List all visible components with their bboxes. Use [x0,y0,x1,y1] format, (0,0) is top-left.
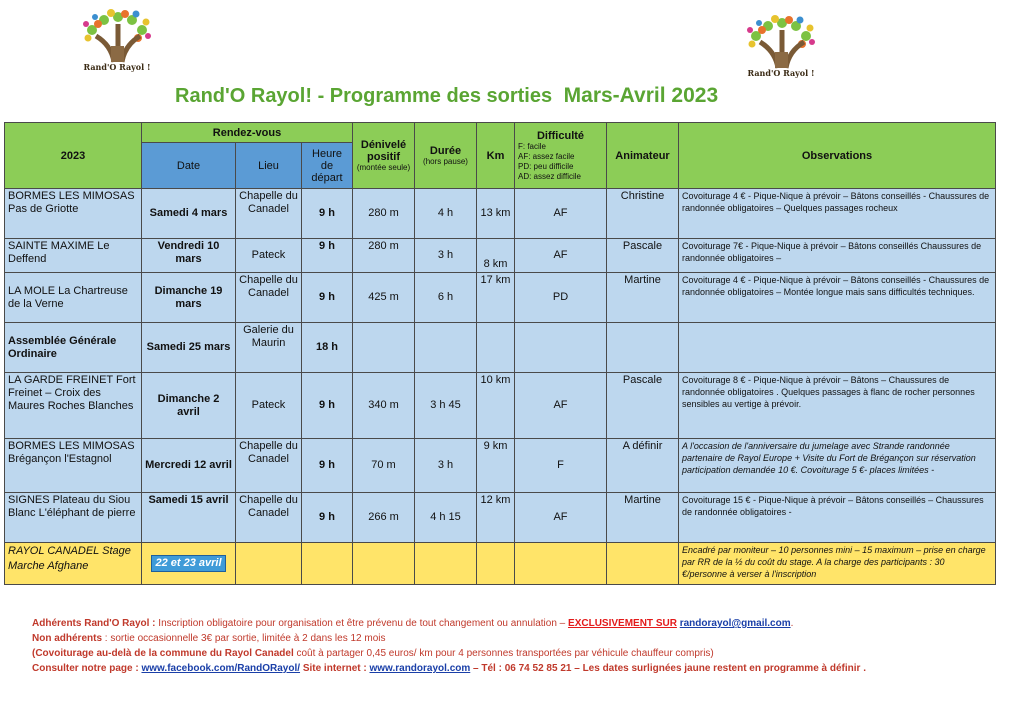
cell-date [142,543,236,585]
cell-heure: 9 h [302,239,353,273]
cell-difficulte: AF [515,189,607,239]
facebook-link[interactable]: www.facebook.com/RandORayol/ [141,663,301,674]
cell-denivele: 280 m [353,239,415,273]
cell-date: Samedi 25 mars [142,323,236,373]
cell-observations: Encadré par moniteur – 10 personnes mini – 15 maximum – prise en charge par RR de la ½ du coût du stage. A la charge des participants : 30 €/personne à verser à l'inscription [679,543,996,585]
carpool-label: (Covoiturage au-delà de la commune du Rayol Canadel [32,648,294,659]
cell-denivele [353,323,415,373]
header-duree [415,123,477,189]
site-label: Site internet : [302,663,367,674]
cell-lieu: Chapelle du Canadel [236,493,302,543]
cell-animateur: Martine [607,273,679,323]
cell-observations: Covoiturage 4 € - Pique-Nique à prévoir – Bâtons conseillés - Chaussures de randonnée obligatoires – Quelques passages rocheux [679,189,996,239]
cell-date: Mercredi 12 avril [142,439,236,493]
cell-date: Dimanche 19 mars [142,273,236,323]
cell-duree: 6 h [415,273,477,323]
table-row [5,439,996,493]
cell-date: Samedi 15 avril [142,493,236,543]
legend-ad: AD: assez difficile [518,171,581,181]
cell-heure: 9 h [302,189,353,239]
header-date: Date [142,143,236,189]
cell-lieu: Chapelle du Canadel [236,189,302,239]
header-observations: Observations [679,123,996,189]
cell-km: 9 km [477,439,515,493]
cell-km [477,323,515,373]
header-difficulte-label: Difficulté [536,129,585,142]
stage-date-badge: 22 et 23 avril [151,555,225,572]
header-year: 2023 [5,123,142,189]
cell-sortie: LA GARDE FREINET Fort Freinet – Croix des Maures Roches Blanches [5,373,142,439]
logo-tree-right [742,14,820,86]
cell-km: 13 km [477,189,515,239]
website-link[interactable]: www.randorayol.com [369,663,471,674]
table-row-stage [5,543,996,585]
cell-difficulte: AF [515,493,607,543]
cell-denivele [353,543,415,585]
cell-heure: 9 h [302,439,353,493]
cell-lieu [236,543,302,585]
table-row [5,323,996,373]
cell-difficulte: AF [515,373,607,439]
cell-animateur: Pascale [607,373,679,439]
header-denivele-sub: (montée seule) [356,163,411,172]
cell-sortie: BORMES LES MIMOSAS Pas de Griotte [5,189,142,239]
cell-observations: Covoiturage 15 € - Pique-Nique à prévoir – Bâtons conseillés – Chaussures de randonnée obligatoires - [679,493,996,543]
cell-lieu: Galerie du Maurin [236,323,302,373]
cell-animateur: Martine [607,493,679,543]
phone-and-note: – Tél : 06 74 52 85 21 – Les dates surlignées jaune restent en programme à définir . [473,663,866,674]
cell-difficulte [515,543,607,585]
cell-date: Samedi 4 mars [142,189,236,239]
cell-duree: 3 h [415,239,477,273]
cell-km: 8 km [477,239,515,273]
cell-km: 12 km [477,493,515,543]
legend-af: AF: assez facile [518,151,575,161]
difficulty-legend [518,142,603,182]
cell-heure: 9 h [302,493,353,543]
cell-heure: 9 h [302,273,353,323]
cell-sortie: LA MOLE La Chartreuse de la Verne [5,273,142,323]
table-row [5,189,996,239]
header-duree-sub: (hors pause) [423,157,468,166]
non-members-label: Non adhérents [32,633,103,644]
page-label: Consulter notre page : [32,663,139,674]
email-link[interactable]: randorayol@gmail.com [679,618,791,629]
header-duree-label: Durée [429,145,462,157]
footer-line-carpool [32,646,866,661]
carpool-text: coût à partager 0,45 euros/ km pour 4 personnes transportées par véhicule chauffeur compris) [296,648,714,659]
cell-animateur: Pascale [607,239,679,273]
table-row [5,493,996,543]
cell-animateur [607,323,679,373]
cell-observations: A l'occasion de l'anniversaire du jumelage avec Strande randonnée partenaire de Rayol Europe + Visite du Fort de Brégançon sur réservation participation demandée 10 €. Covoiturage 5 €- places limitées - [679,439,996,493]
cell-animateur: A définir [607,439,679,493]
cell-animateur: Christine [607,189,679,239]
cell-difficulte: AF [515,239,607,273]
header-km: Km [477,123,515,189]
cell-denivele: 70 m [353,439,415,493]
cell-difficulte [515,323,607,373]
cell-lieu: Chapelle du Canadel [236,439,302,493]
page-title [175,84,718,108]
exclusive-label: EXCLUSIVEMENT SUR [568,618,677,629]
cell-lieu: Pateck [236,373,302,439]
cell-denivele: 280 m [353,189,415,239]
cell-duree: 4 h 15 [415,493,477,543]
logo-text-left: Rand'O Rayol ! [83,62,151,72]
cell-animateur [607,543,679,585]
cell-date: Dimanche 2 avril [142,373,236,439]
logo-text-right: Rand'O Rayol ! [747,68,815,78]
cell-sortie: SAINTE MAXIME Le Deffend [5,239,142,273]
logo-tree-left [78,8,156,80]
cell-duree: 4 h [415,189,477,239]
members-text: Inscription obligatoire pour organisation et être prévenu de tout changement ou annulation – [158,618,566,629]
cell-heure [302,543,353,585]
cell-duree [415,543,477,585]
cell-observations: Covoiturage 4 € - Pique-Nique à prévoir – Bâtons conseillés - Chaussures de randonnée obligatoires – Montée longue mais sans difficultés techniques. [679,273,996,323]
cell-sortie: Assemblée Générale Ordinaire [5,323,142,373]
cell-observations: Covoiturage 8 € - Pique-Nique à prévoir – Bâtons – Chaussures de randonnée obligatoires . Quelques passages à flanc de rocher personnes sensibles au vertige à prévoir. [679,373,996,439]
footer-line-members [32,616,866,631]
header-difficulte [515,123,607,189]
non-members-text: : sortie occasionnelle 3€ par sortie, limitée à 2 dans les 12 mois [104,633,386,644]
header-denivele-label: Dénivelé positif [360,139,407,163]
header-heure: Heure de départ [302,143,353,189]
header-rendez-vous: Rendez-vous [142,123,353,143]
footer-line-links [32,661,866,676]
cell-denivele: 340 m [353,373,415,439]
program-table [4,122,996,585]
cell-denivele: 266 m [353,493,415,543]
header-animateur: Animateur [607,123,679,189]
footer-notes [32,616,866,676]
cell-km: 17 km [477,273,515,323]
title-period: Mars-Avril 2023 [563,84,719,107]
cell-lieu: Pateck [236,239,302,273]
legend-pd: PD: peu difficile [518,161,574,171]
header-denivele [353,123,415,189]
members-label: Adhérents Rand'O Rayol : [32,618,156,629]
members-end: . [790,618,794,629]
cell-difficulte: PD [515,273,607,323]
cell-observations [679,323,996,373]
cell-duree: 3 h 45 [415,373,477,439]
cell-observations: Covoiturage 7€ - Pique-Nique à prévoir – Bâtons conseillés Chaussures de randonnée obligatoires – [679,239,996,273]
footer-line-non-members [32,631,866,646]
table-row [5,273,996,323]
title-club: Rand'O Rayol! [175,85,312,107]
cell-date: Vendredi 10 mars [142,239,236,273]
cell-duree [415,323,477,373]
cell-sortie: RAYOL CANADEL Stage Marche Afghane [5,543,142,585]
cell-km: 10 km [477,373,515,439]
legend-f: F: facile [518,141,547,151]
title-programme: - Programme des sorties [317,85,553,107]
cell-difficulte: F [515,439,607,493]
table-row [5,239,996,273]
cell-sortie: BORMES LES MIMOSAS Brégançon l'Estagnol [5,439,142,493]
cell-sortie: SIGNES Plateau du Siou Blanc L'éléphant de pierre [5,493,142,543]
cell-heure: 9 h [302,373,353,439]
cell-km [477,543,515,585]
cell-lieu: Chapelle du Canadel [236,273,302,323]
header-lieu: Lieu [236,143,302,189]
cell-heure: 18 h [302,323,353,373]
cell-duree: 3 h [415,439,477,493]
cell-denivele: 425 m [353,273,415,323]
table-row [5,373,996,439]
